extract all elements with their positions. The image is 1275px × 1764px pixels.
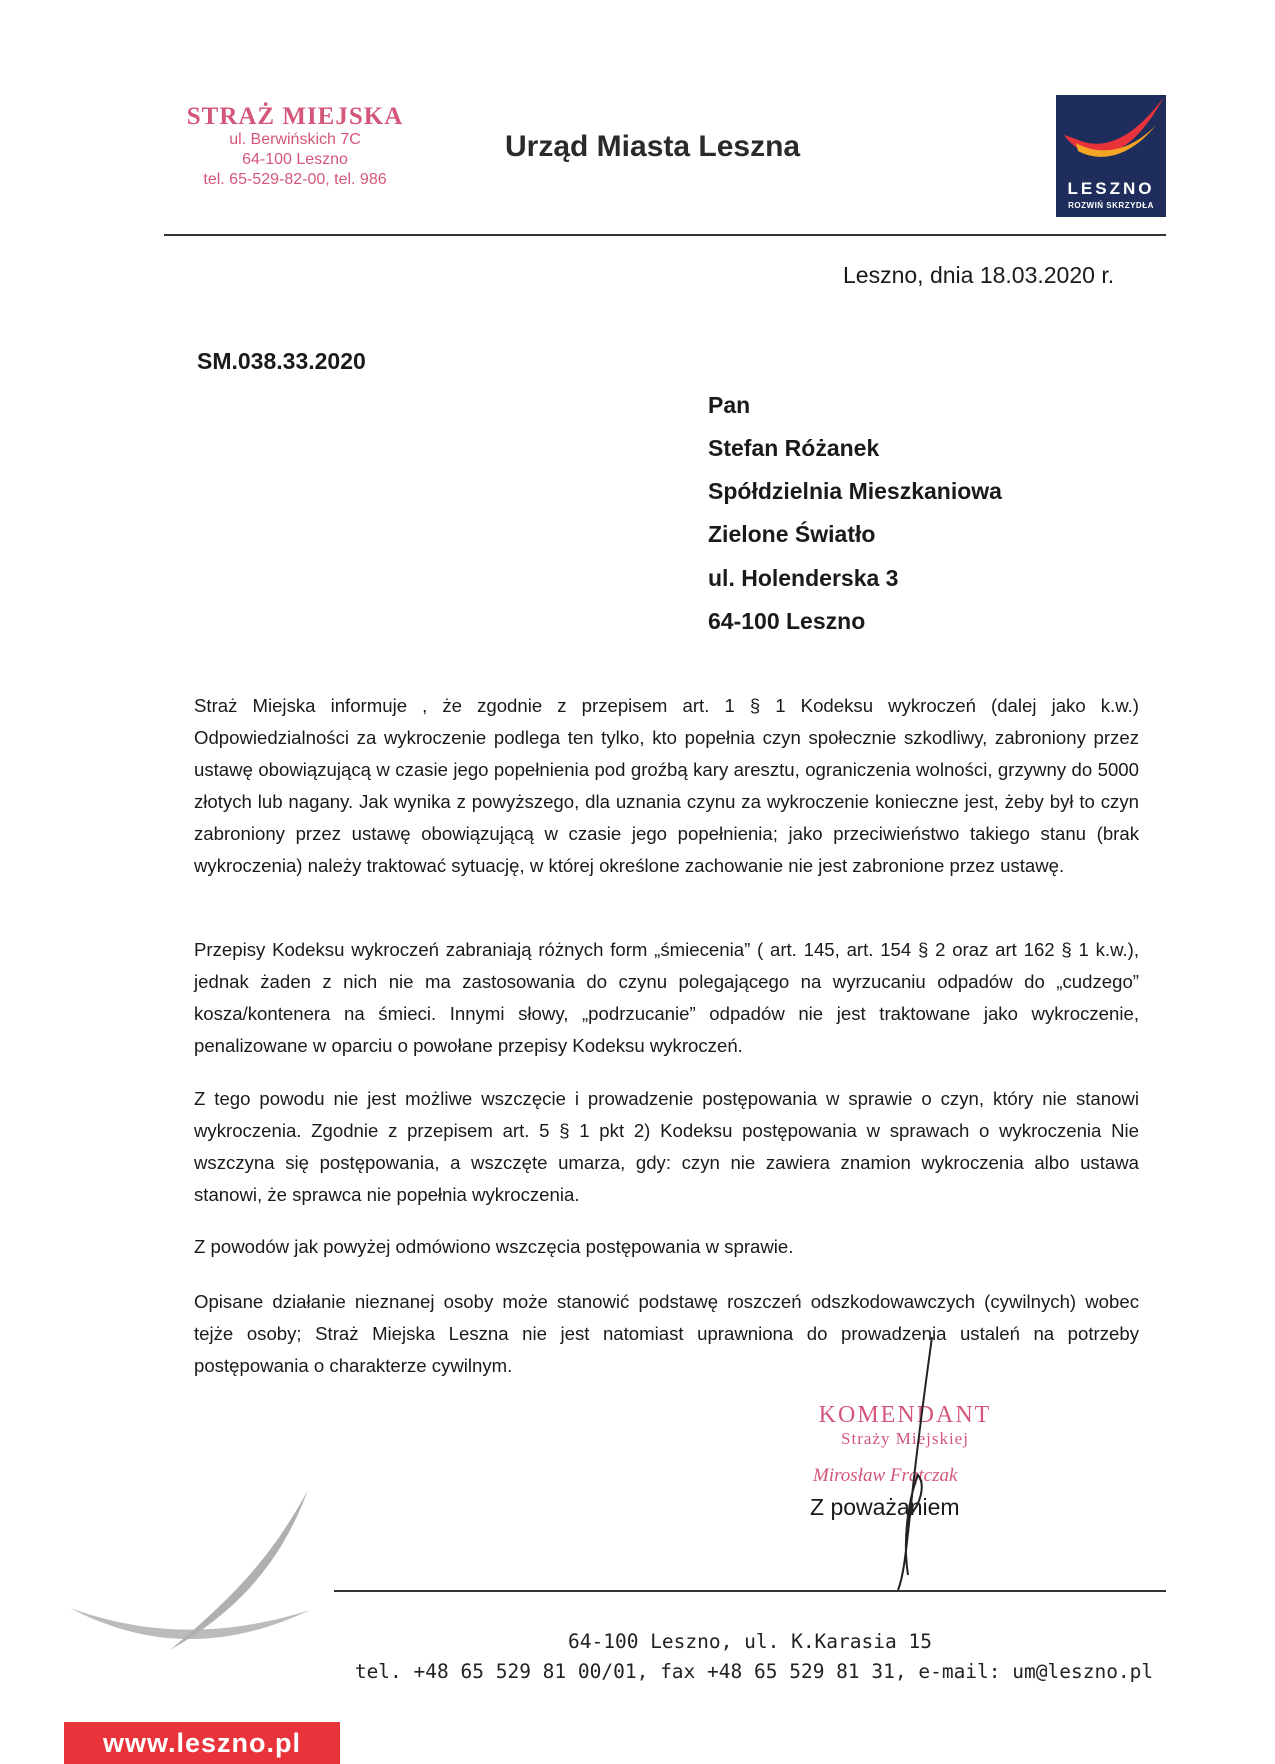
body-paragraph: Straż Miejska informuje , że zgodnie z przepisem art. 1 § 1 Kodeksu wykroczeń (dalej jako k.w.) Odpowiedzialności za wykroczenie podlega ten tylko, kto popełnia czyn społecznie szkodliwy, zabroniony przez ustawę obowiązującą w czasie jego popełnienia pod groźbą kary aresztu, ograniczenia wolności, grzywny do 5000 złotych lub nagany. Jak wynika z powyższego, dla uznania czynu za wykroczenie konieczne jest, żeby był to czyn zabroniony przez ustawę obowiązującą w czasie jego popełnienia; jako przeciwieństwo takiego stanu (brak wykroczenia) należy traktować sytuację, w której określone zachowanie nie jest zabronione przez ustawę. <box>194 695 1139 876</box>
stamp-address: ul. Berwińskich 7C <box>229 131 361 148</box>
header-divider <box>164 234 1166 236</box>
recipient-salutation: Pan <box>708 392 751 418</box>
stamp-phone: tel. 65-529-82-00, tel. 986 <box>203 171 387 188</box>
city-guard-stamp <box>170 104 420 190</box>
body-paragraph: Przepisy Kodeksu wykroczeń zabraniają różnych form „śmiecenia” ( art. 145, art. 154 § 2 oraz art 162 § 1 k.w.), jednak żaden z nich nie ma zastosowania do czynu polegającego na wyrzucaniu odpadów do „cudzego” kosza/kontenera na śmieci. Innymi słowy, „podrzucanie” odpadów nie jest traktowane jako wykroczenie, penalizowane w oparciu o powołane przepisy Kodeksu wykroczeń. <box>194 939 1139 1056</box>
office-title: Urząd Miasta Leszna <box>505 130 801 163</box>
recipient-organization-name: Zielone Światło <box>708 521 876 547</box>
logo-word: LESZNO <box>1067 179 1155 198</box>
body-paragraph: Opisane działanie nieznanej osoby może stanowić podstawę roszczeń odszkodowawczych (cywilnych) wobec tejże osoby; Straż Miejska Leszna nie jest natomiast uprawniona do prowadzenia ustaleń na potrzeby postępowania o charakterze cywilnym. <box>194 1291 1139 1376</box>
stamp-city: 64-100 Leszno <box>242 151 348 168</box>
recipient-name: Stefan Różanek <box>708 435 880 461</box>
date-line: Leszno, dnia 18.03.2020 r. <box>843 262 1115 288</box>
logo-slogan: ROZWIŃ SKRZYDŁA <box>1068 201 1154 210</box>
footer-address: 64-100 Leszno, ul. K.Karasia 15 <box>568 1630 932 1653</box>
recipient-city: 64-100 Leszno <box>708 608 866 634</box>
website-link[interactable]: www.leszno.pl <box>64 1722 340 1764</box>
closing-regards: Z poważaniem <box>810 1494 960 1520</box>
signatory-name: Mirosław Frątczak <box>813 1465 958 1486</box>
reference-number: SM.038.33.2020 <box>197 348 366 374</box>
wings-icon <box>1056 95 1166 179</box>
handwritten-signature <box>880 1335 960 1595</box>
recipient-organization: Spółdzielnia Mieszkaniowa <box>708 478 1002 504</box>
leszno-logo <box>1056 95 1166 217</box>
body-paragraph: Z powodów jak powyżej odmówiono wszczęcia postępowania w sprawie. <box>194 1236 794 1257</box>
recipient-street: ul. Holenderska 3 <box>708 565 899 591</box>
decorative-swoosh <box>60 1480 320 1660</box>
footer-contact: tel. +48 65 529 81 00/01, fax +48 65 529 81 31, e-mail: um@leszno.pl <box>354 1660 1154 1683</box>
footer-divider <box>334 1590 1166 1592</box>
stamp-commander-sub: Straży Miejskiej <box>841 1429 969 1448</box>
stamp-title: STRAŻ MIEJSKA <box>186 103 404 130</box>
stamp-commander-title: KOMENDANT <box>818 1402 992 1428</box>
body-paragraph: Z tego powodu nie jest możliwe wszczęcie i prowadzenie postępowania w sprawie o czyn, który nie stanowi wykroczenia. Zgodnie z przepisem art. 5 § 1 pkt 2) Kodeksu postępowania w sprawach o wykroczenia Nie wszczyna się postępowania, a wszczęte umarza, gdy: czyn nie zawiera znamion wykroczenia albo ustawa stanowi, że sprawca nie popełnia wykroczenia. <box>194 1088 1139 1205</box>
